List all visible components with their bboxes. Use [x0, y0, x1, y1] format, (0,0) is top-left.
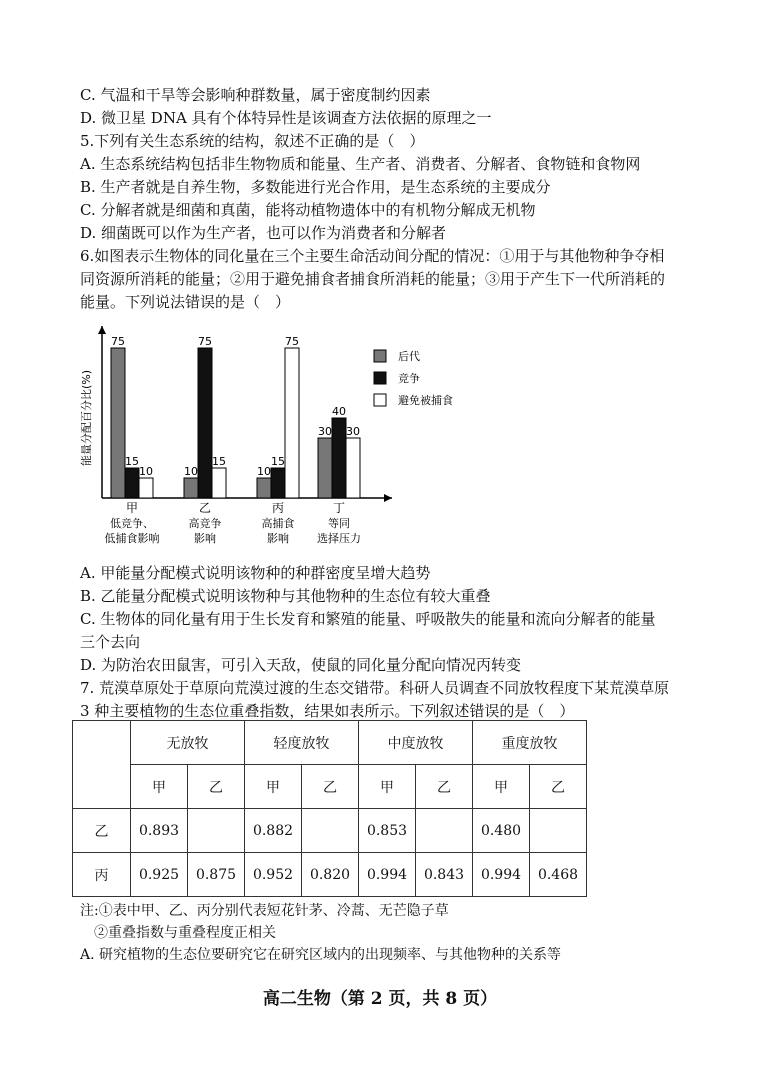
legend-label: 后代: [398, 350, 420, 363]
table-cell: 0.480: [473, 809, 530, 853]
data-label: 30: [346, 425, 360, 438]
table-subheader: 甲: [131, 765, 188, 809]
row-label: 乙: [73, 809, 131, 853]
x-tick-label: 丁: [332, 501, 346, 515]
table-cell: 0.875: [188, 853, 245, 897]
table-cell: 0.893: [131, 809, 188, 853]
bar: [212, 468, 226, 498]
bar: [198, 348, 212, 498]
x-axis-arrow: [384, 494, 392, 502]
table-corner-cell: [73, 721, 131, 809]
table-group-header: 无放牧: [131, 721, 245, 765]
data-label: 10: [184, 465, 198, 478]
legend-label: 竞争: [398, 372, 420, 385]
data-label: 30: [318, 425, 332, 438]
table-subheader: 甲: [473, 765, 530, 809]
data-label: 75: [198, 335, 212, 348]
q7-option-a: A. 研究植物的生态位要研究它在研究区域内的出现频率、与其他物种的关系等: [80, 947, 562, 963]
bar: [332, 418, 346, 498]
y-axis-label: 能量分配百分比(%): [80, 369, 93, 467]
row-label: 丙: [73, 853, 131, 897]
data-label: 40: [332, 405, 346, 418]
data-label: 10: [139, 465, 153, 478]
line-q4-d: D. 微卫星 DNA 具有个体特异性是该调查方法依据的原理之一: [80, 109, 492, 127]
table-cell: [530, 809, 587, 853]
q5-option-d: D. 细菌既可以作为生产者，也可以作为消费者和分解者: [80, 224, 447, 242]
data-label: 15: [271, 455, 285, 468]
table-subheader: 乙: [530, 765, 587, 809]
bar: [318, 438, 332, 498]
category-note: 低竞争、: [110, 517, 154, 530]
table-cell: [416, 809, 473, 853]
table-cell: [188, 809, 245, 853]
table-cell: 0.882: [245, 809, 302, 853]
table-notes: [80, 900, 561, 966]
table-group-header: 中度放牧: [359, 721, 473, 765]
bar: [346, 438, 360, 498]
q5-option-b: B. 生产者就是自养生物，多数能进行光合作用，是生态系统的主要成分: [80, 178, 551, 196]
table-row: [73, 853, 587, 897]
data-label: 75: [285, 335, 299, 348]
table-subheader: 甲: [245, 765, 302, 809]
table-group-header: 轻度放牧: [245, 721, 359, 765]
question-7-stem-1: 7. 荒漠草原处于草原向荒漠过渡的生态交错带。科研人员调查不同放牧程度下某荒漠草原: [80, 679, 670, 697]
q5-option-a: A. 生态系统结构包括非生物物质和能量、生产者、消费者、分解者、食物链和食物网: [80, 155, 641, 173]
bar: [271, 468, 285, 498]
table-cell: 0.952: [245, 853, 302, 897]
y-axis-arrow: [98, 326, 106, 334]
bar: [285, 348, 299, 498]
question-5-stem: 5.下列有关生态系统的结构，叙述不正确的是（ ）: [80, 132, 425, 150]
legend-swatch: [374, 372, 386, 384]
data-label: 15: [212, 455, 226, 468]
energy-allocation-bar-chart: [80, 318, 490, 548]
table-cell: 0.468: [530, 853, 587, 897]
table-subheader: 乙: [416, 765, 473, 809]
table-cell: 0.843: [416, 853, 473, 897]
x-tick-label: 丙: [271, 501, 285, 515]
note-line: ②重叠指数与重叠程度正相关: [80, 925, 276, 941]
table-cell: [302, 809, 359, 853]
table-group-header: 重度放牧: [473, 721, 587, 765]
page-footer: 高二生物（第 2 页，共 8 页）: [262, 989, 498, 1009]
category-note: 低捕食影响: [104, 532, 160, 545]
question-6-stem-2: 同资源所消耗的能量；②用于避免捕食者捕食所消耗的能量；③用于产生下一代所消耗的: [80, 270, 666, 288]
bar: [139, 478, 153, 498]
bar: [257, 478, 271, 498]
line-q4-c: C. 气温和干旱等会影响种群数量，属于密度制约因素: [80, 86, 431, 104]
table-subheader: 乙: [188, 765, 245, 809]
q6-option-c-cont: 三个去向: [80, 633, 141, 651]
table-cell: 0.994: [473, 853, 530, 897]
table-cell: 0.853: [359, 809, 416, 853]
category-note: 高捕食: [261, 517, 295, 530]
legend-swatch: [374, 350, 386, 362]
q6-option-d: D. 为防治农田鼠害，可引入天敌，使鼠的同化量分配向情况丙转变: [80, 656, 522, 674]
category-note: 选择压力: [317, 532, 361, 545]
bar: [111, 348, 125, 498]
table-subheader: 乙: [302, 765, 359, 809]
category-note: 等同: [328, 517, 350, 530]
category-note: 影响: [194, 532, 216, 545]
table-row: [73, 809, 587, 853]
legend-label: 避免被捕食: [398, 394, 453, 407]
note-line: 注:①表中甲、乙、丙分别代表短花针茅、冷蒿、无芒隐子草: [80, 903, 449, 919]
table-cell: 0.994: [359, 853, 416, 897]
question-6-stem-3: 能量。下列说法错误的是（ ）: [80, 293, 291, 311]
q6-option-c: C. 生物体的同化量有用于生长发育和繁殖的能量、呼吸散失的能量和流向分解者的能量: [80, 610, 656, 628]
question-6-stem-1: 6.如图表示生物体的同化量在三个主要生命活动间分配的情况：①用于与其他物种争夺相: [80, 247, 665, 265]
data-label: 10: [257, 465, 271, 478]
data-label: 75: [111, 335, 125, 348]
x-tick-label: 乙: [198, 501, 212, 515]
legend-swatch: [374, 394, 386, 406]
q6-option-a: A. 甲能量分配模式说明该物种的种群密度呈增大趋势: [80, 564, 431, 582]
q5-option-c: C. 分解者就是细菌和真菌，能将动植物遗体中的有机物分解成无机物: [80, 201, 536, 219]
table-cell: 0.820: [302, 853, 359, 897]
q6-option-b: B. 乙能量分配模式说明该物种与其他物种的生态位有较大重叠: [80, 587, 491, 605]
category-note: 高竞争: [188, 517, 222, 530]
bar: [184, 478, 198, 498]
bar: [125, 468, 139, 498]
x-tick-label: 甲: [125, 501, 139, 515]
data-label: 15: [125, 455, 139, 468]
niche-overlap-table: [72, 720, 587, 897]
question-7-stem-2: 3 种主要植物的生态位重叠指数，结果如表所示。下列叙述错误的是（ ）: [80, 702, 575, 720]
category-note: 影响: [267, 532, 289, 545]
table-cell: 0.925: [131, 853, 188, 897]
table-subheader: 甲: [359, 765, 416, 809]
